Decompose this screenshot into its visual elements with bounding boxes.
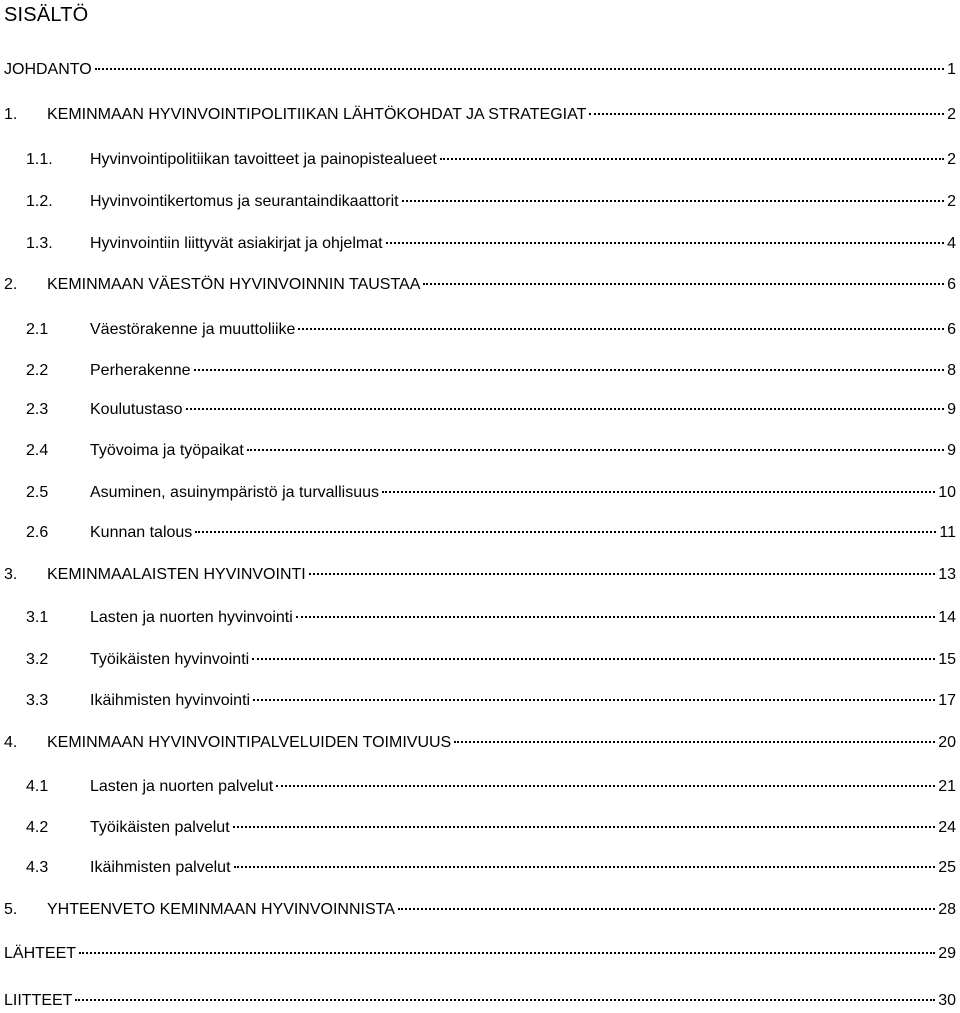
toc-entry[interactable] [4, 191, 956, 213]
dot-leader [309, 573, 935, 575]
dot-leader [440, 158, 944, 160]
dot-leader [382, 491, 935, 493]
toc-entry[interactable] [4, 690, 956, 712]
toc-entry-title: KEMINMAAN VÄESTÖN HYVINVOINNIN TAUSTAA [47, 276, 421, 293]
toc-entry-page-number: 6 [947, 321, 956, 338]
toc-entry[interactable] [4, 899, 956, 921]
dot-leader [253, 699, 935, 701]
toc-entry-number: 4. [4, 734, 18, 751]
toc-entry-title: KEMINMAAN HYVINVOINTIPALVELUIDEN TOIMIVUUS [47, 734, 452, 751]
toc-entry-title: Lasten ja nuorten palvelut [90, 778, 274, 795]
toc-entry-page-number: 8 [947, 362, 956, 379]
toc-entry[interactable] [4, 607, 956, 629]
toc-entry-page-number: 30 [938, 992, 956, 1009]
dot-leader [589, 113, 944, 115]
toc-entry-title: Työikäisten palvelut [90, 819, 230, 836]
toc-entry[interactable] [4, 233, 956, 255]
toc-entry[interactable] [4, 104, 956, 126]
toc-entry[interactable] [4, 857, 956, 879]
dot-leader [386, 242, 945, 244]
toc-entry-title: Koulutustaso [90, 401, 183, 418]
toc-entry-page-number: 6 [947, 276, 956, 293]
toc-entry-number: 1. [4, 106, 18, 123]
dot-leader [75, 999, 935, 1001]
toc-entry-number: 1.2. [26, 193, 53, 210]
toc-entry[interactable] [4, 943, 956, 965]
toc-entry-page-number: 11 [939, 524, 956, 541]
dot-leader [298, 328, 944, 330]
page-title: SISÄLTÖ [4, 4, 89, 26]
toc-entry-number: 2.3 [26, 401, 49, 418]
toc-entry-title: Työvoima ja työpaikat [90, 442, 244, 459]
dot-leader [79, 952, 935, 954]
dot-leader [296, 616, 935, 618]
toc-entry-page-number: 9 [947, 401, 956, 418]
toc-entry-page-number: 14 [938, 609, 956, 626]
toc-entry[interactable] [4, 522, 956, 544]
toc-entry[interactable] [4, 649, 956, 671]
toc-entry-page-number: 2 [947, 151, 956, 168]
toc-entry-page-number: 21 [938, 778, 956, 795]
toc-entry-title: Väestörakenne ja muuttoliike [90, 321, 296, 338]
dot-leader [252, 658, 935, 660]
toc-entry-number: 3. [4, 566, 18, 583]
toc-entry-number: 3.2 [26, 651, 49, 668]
dot-leader [454, 741, 935, 743]
dot-leader [233, 826, 936, 828]
toc-entry[interactable] [4, 990, 956, 1012]
toc-entry-title: Asuminen, asuinympäristö ja turvallisuus [90, 484, 380, 501]
toc-entry-title: KEMINMAALAISTEN HYVINVOINTI [47, 566, 306, 583]
toc-entry-number: 5. [4, 901, 18, 918]
toc-entry-page-number: 2 [947, 193, 956, 210]
toc-entry-title: Ikäihmisten palvelut [90, 859, 231, 876]
toc-entry-number: 2. [4, 276, 18, 293]
toc-entry-number: 2.5 [26, 484, 49, 501]
toc-entry-page-number: 1 [947, 61, 956, 78]
toc-entry-page-number: 10 [938, 484, 956, 501]
dot-leader [194, 369, 945, 371]
dot-leader [276, 785, 935, 787]
toc-entry-title: YHTEENVETO KEMINMAAN HYVINVOINNISTA [47, 901, 395, 918]
dot-leader [398, 908, 935, 910]
toc-entry-number: 2.6 [26, 524, 49, 541]
toc-entry-page-number: 4 [947, 235, 956, 252]
toc-entry-number: 4.3 [26, 859, 49, 876]
toc-entry[interactable] [4, 482, 956, 504]
toc-entry-title: JOHDANTO [4, 61, 92, 78]
toc-entry-number: 2.1 [26, 321, 49, 338]
dot-leader [402, 200, 945, 202]
dot-leader [195, 531, 936, 533]
toc-entry-title: Työikäisten hyvinvointi [90, 651, 250, 668]
toc-entry[interactable] [4, 817, 956, 839]
toc-entry-number: 4.2 [26, 819, 49, 836]
toc-entry-title: Kunnan talous [90, 524, 193, 541]
toc-entry-page-number: 29 [938, 945, 956, 962]
toc-entry-page-number: 28 [938, 901, 956, 918]
toc-entry-title: Perherakenne [90, 362, 191, 379]
toc-entry-number: 3.3 [26, 692, 49, 709]
toc-entry-number: 4.1 [26, 778, 49, 795]
dot-leader [247, 449, 944, 451]
dot-leader [95, 68, 944, 70]
toc-entry-title: Hyvinvointipolitiikan tavoitteet ja painopistealueet [90, 151, 437, 168]
toc-entry-number: 1.1. [26, 151, 53, 168]
toc-entry-page-number: 2 [947, 106, 956, 123]
toc-entry-number: 2.2 [26, 362, 49, 379]
toc-entry-title: Hyvinvointiin liittyvät asiakirjat ja ohjelmat [90, 235, 383, 252]
toc-entry-page-number: 24 [938, 819, 956, 836]
dot-leader [186, 408, 945, 410]
toc-entry[interactable] [4, 440, 956, 462]
toc-entry[interactable] [4, 732, 956, 754]
toc-entry-title: Hyvinvointikertomus ja seurantaindikaattorit [90, 193, 399, 210]
toc-entry[interactable] [4, 319, 956, 341]
dot-leader [423, 283, 944, 285]
toc-entry-page-number: 15 [938, 651, 956, 668]
toc-entry[interactable] [4, 360, 956, 382]
toc-entry[interactable] [4, 564, 956, 586]
toc-entry-title: Ikäihmisten hyvinvointi [90, 692, 251, 709]
toc-entry-number: 1.3. [26, 235, 53, 252]
toc-entry-number: 2.4 [26, 442, 49, 459]
toc-entry-title: LÄHTEET [4, 945, 77, 962]
toc-entry[interactable] [4, 59, 956, 81]
toc-entry-number: 3.1 [26, 609, 49, 626]
toc-entry-title: KEMINMAAN HYVINVOINTIPOLITIIKAN LÄHTÖKOHDAT JA STRATEGIAT [47, 106, 587, 123]
dot-leader [234, 866, 936, 868]
toc-entry-page-number: 17 [938, 692, 956, 709]
toc-entry[interactable] [4, 149, 956, 171]
toc-entry[interactable] [4, 274, 956, 296]
toc-entry[interactable] [4, 399, 956, 421]
toc-entry-page-number: 20 [938, 734, 956, 751]
toc-entry-page-number: 9 [947, 442, 956, 459]
toc-entry-title: LIITTEET [4, 992, 73, 1009]
toc-entry[interactable] [4, 776, 956, 798]
toc-entry-page-number: 25 [938, 859, 956, 876]
toc-entry-page-number: 13 [938, 566, 956, 583]
toc-entry-title: Lasten ja nuorten hyvinvointi [90, 609, 293, 626]
